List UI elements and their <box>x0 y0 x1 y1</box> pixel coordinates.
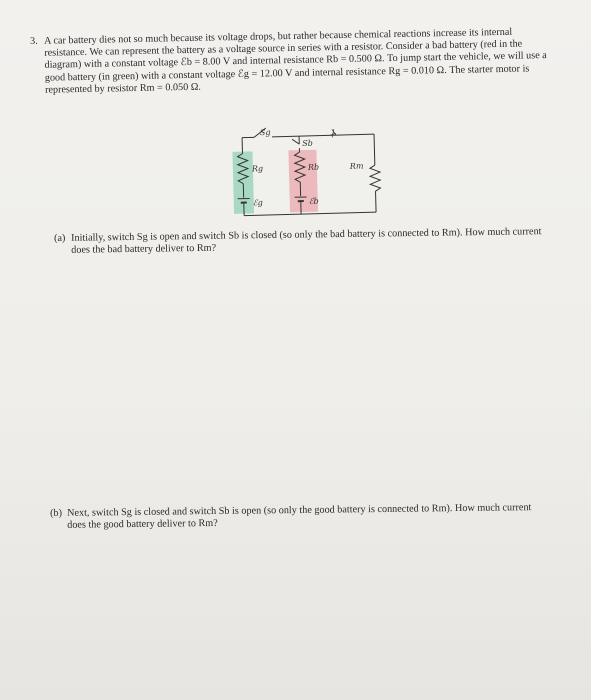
label-sg: Sg <box>259 127 271 138</box>
part-b-label: (b) <box>50 507 63 519</box>
part-a-text: Initially, switch Sg is open and switch Sb is closed (so only the bad battery is connected to Rm). How much current does the bad battery deliver to Rm? <box>70 226 542 256</box>
problem-statement <box>30 26 556 97</box>
problem-text: A car battery dies not so much because its voltage drops, but rather because chemical reactions increase its internal resistance. We can represent the battery as a voltage source in series with a resistor. Consider a bad battery (red in the diagram) with a constant voltage ℰb = 8.00 V and internal resistance Rb = 0.500 Ω. To jump start the vehicle, we will use a good battery (in green) with a constant voltage ℰg = 12.00 V and internal resistance Rg = 0.010 Ω. The starter motor is represented by resistor Rm = 0.050 Ω. <box>43 26 547 96</box>
circuit-diagram <box>224 120 387 224</box>
label-sb: Sb <box>302 138 313 149</box>
question-part-a <box>54 226 554 257</box>
resistor-rm <box>370 165 381 191</box>
problem-number: 3. <box>30 35 38 47</box>
good-battery-region <box>232 151 254 214</box>
label-eg: ℰg <box>252 198 263 208</box>
label-eb: ℰb <box>308 196 319 206</box>
label-rg: Rg <box>251 164 264 174</box>
part-b-text: Next, switch Sg is closed and switch Sb is open (so only the good battery is connected to Rm). How much current does the good battery deliver to Rm? <box>66 502 532 531</box>
part-a-label: (a) <box>54 232 66 244</box>
label-rb: Rb <box>307 162 320 172</box>
label-rm: Rm <box>349 161 364 171</box>
question-part-b <box>50 502 550 533</box>
